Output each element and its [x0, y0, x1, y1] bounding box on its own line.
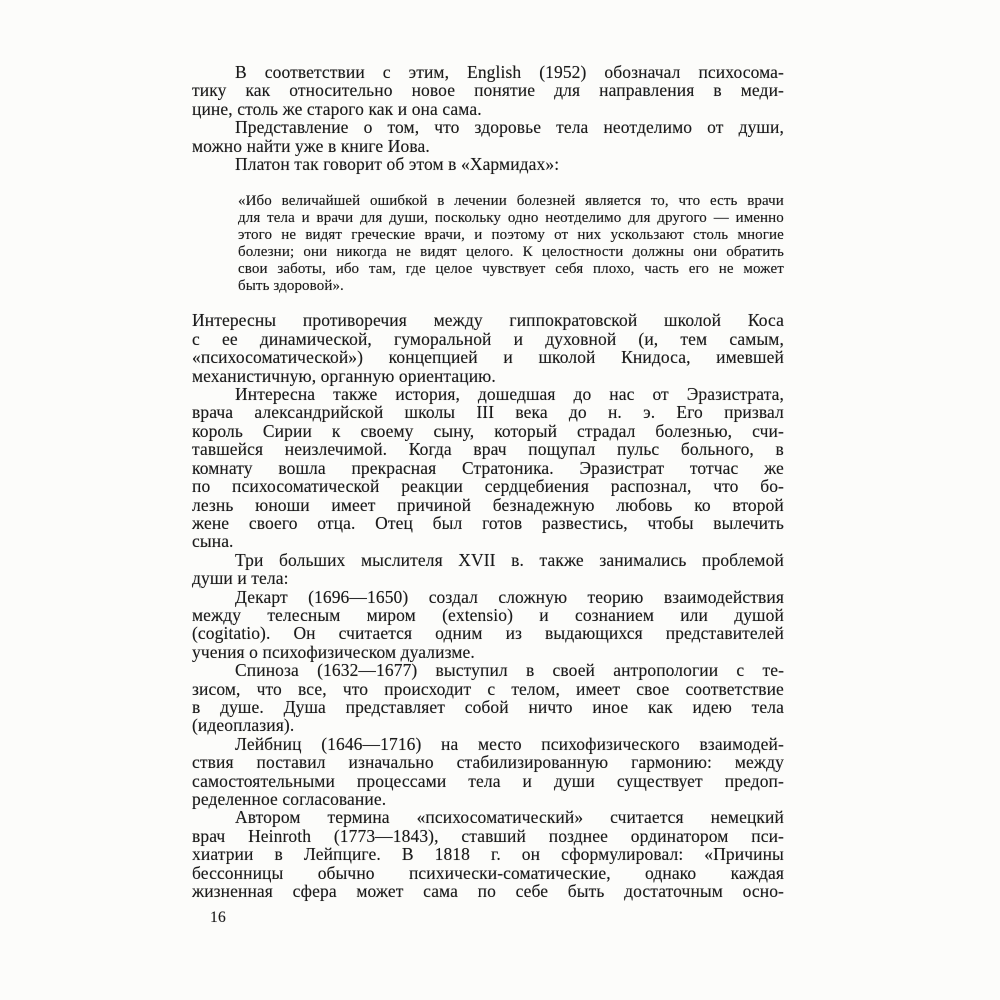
paragraph — [192, 385, 784, 551]
text-column — [192, 63, 784, 900]
text-line: Автором термина «психосоматический» считается немецкий — [235, 807, 784, 828]
text-line: тику как относительно новое понятие для направления в меди- — [192, 80, 784, 101]
text-line: механистичную, органную ориентацию. — [192, 365, 496, 386]
text-line: ствия поставил изначально стабилизированную гармонию: между — [192, 752, 784, 773]
paragraph — [192, 588, 784, 662]
text-line: лезнь юноши имеет причиной безнадежную любовь ко второй — [192, 494, 784, 515]
paragraph — [192, 63, 784, 118]
paragraph — [192, 551, 784, 588]
text-line: сына. — [192, 531, 234, 552]
text-line: Лейбниц (1646—1716) на место психофизического взаимодей- — [235, 733, 784, 754]
block-quote — [238, 193, 784, 295]
text-line: (идеоплазия). — [192, 715, 295, 736]
page-number: 16 — [210, 909, 227, 926]
text-line: быть здоровой». — [238, 278, 344, 295]
paragraph — [192, 311, 784, 385]
text-line: врача александрийской школы III века до н. э. Его призвал — [192, 402, 784, 423]
text-line: Интересны противоречия между гиппократовской школой Коса — [192, 310, 784, 331]
text-line: комнату вошла прекрасная Стратоника. Эразистрат тотчас же — [192, 457, 784, 478]
text-line: самостоятельными процессами тела и души существует предоп- — [192, 770, 784, 791]
text-line: учения о психофизическом дуализме. — [192, 641, 475, 662]
paragraph — [192, 808, 784, 900]
text-line: (cogitatio). Он считается одним из выдающихся представителей — [192, 623, 784, 644]
text-line: Декарт (1696—1650) создал сложную теорию взаимодействия — [235, 586, 784, 607]
text-line: король Сирии к своему сыну, который страдал болезнью, счи- — [192, 420, 784, 441]
text-line: бессонницы обычно психически-соматические, однако каждая — [192, 862, 784, 883]
paragraph — [192, 118, 784, 155]
text-line: «психосоматической») концепцией и школой Книдоса, имевшей — [192, 347, 784, 368]
text-line: свои заботы, ибо там, где целое чувствует себя плохо, часть его не может — [238, 261, 784, 278]
text-line: души и тела: — [192, 568, 289, 589]
text-line: в душе. Душа представляет собой ничто иное как идею тела — [192, 696, 784, 717]
text-line: Спиноза (1632—1677) выступил в своей антропологии с те- — [235, 660, 784, 681]
text-line: хиатрии в Лейпциге. В 1818 г. он сформулировал: «Причины — [192, 844, 784, 865]
text-line: Представление о том, что здоровье тела неотделимо от души, — [235, 117, 784, 138]
text-line: цине, столь же старого как и она сама. — [192, 98, 482, 119]
text-line: с ее динамической, гуморальной и духовной (и, тем самым, — [192, 328, 784, 349]
text-line: Три больших мыслителя XVII в. также занимались проблемой — [235, 549, 784, 570]
text-line: Интересна также история, дошедшая до нас от Эразистрата, — [235, 384, 784, 405]
text-line: между телесным миром (extensio) и сознанием или душой — [192, 604, 784, 625]
text-line: В соответствии с этим, English (1952) обозначал психосома- — [235, 62, 784, 82]
paragraph — [192, 661, 784, 735]
text-line: тавшейся неизлечимой. Когда врач пощупал пульс больного, в — [192, 439, 784, 460]
paragraph — [192, 155, 784, 173]
text-line: «Ибо величайшей ошибкой в лечении болезней является то, что есть врачи — [238, 193, 784, 210]
text-line: Платон так говорит об этом в «Хармидах»: — [235, 154, 560, 175]
text-line: врач Heinroth (1773—1843), ставший позднее ординатором пси- — [192, 825, 784, 846]
text-line: для тела и врачи для души, поскольку одно неотделимо для другого — именно — [238, 210, 784, 227]
text-line: зисом, что все, что происходит с телом, имеет свое соответствие — [192, 678, 784, 699]
text-line: по психосоматической реакции сердцебиения распознал, что бо- — [192, 476, 784, 497]
paragraph — [192, 735, 784, 809]
text-line: жизненная сфера может сама по себе быть достаточным осно- — [192, 881, 784, 902]
text-line: этого не видят греческие врачи, и поэтому от них ускользают столь многие — [238, 227, 784, 244]
text-line: ределенное согласование. — [192, 789, 387, 809]
text-line: можно найти уже в книге Иова. — [192, 135, 430, 156]
text-line: болезни; они никогда не видят целого. К целостности должны они обратить — [238, 244, 784, 261]
text-line: жене своего отца. Отец был готов развестись, чтобы вылечить — [192, 512, 784, 533]
